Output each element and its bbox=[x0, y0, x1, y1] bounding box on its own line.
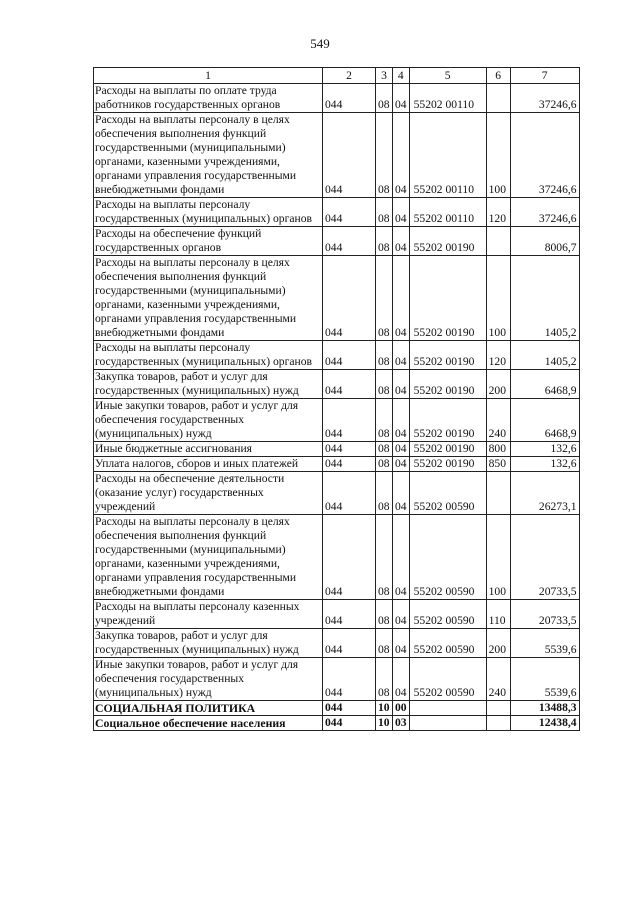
cell-name: Расходы на выплаты по оплате труда работников государственных органов bbox=[94, 84, 323, 113]
cell-admin-code: 044 bbox=[323, 84, 376, 113]
cell-section: 08 bbox=[376, 515, 393, 600]
cell-name: Закупка товаров, работ и услуг для государственных (муниципальных) нужд bbox=[94, 629, 323, 658]
cell-expense-type bbox=[486, 701, 510, 716]
cell-name: Закупка товаров, работ и услуг для государственных (муниципальных) нужд bbox=[94, 370, 323, 399]
cell-amount: 5539,6 bbox=[510, 658, 579, 701]
cell-subsection: 00 bbox=[393, 701, 410, 716]
cell-subsection: 04 bbox=[393, 256, 410, 341]
cell-name: Иные закупки товаров, работ и услуг для обеспечения государственных (муниципальных) нужд bbox=[94, 399, 323, 442]
cell-name: Расходы на выплаты персоналу государственных (муниципальных) органов bbox=[94, 198, 323, 227]
cell-admin-code: 044 bbox=[323, 629, 376, 658]
cell-subsection: 04 bbox=[393, 629, 410, 658]
table-body bbox=[94, 84, 580, 731]
cell-subsection: 04 bbox=[393, 198, 410, 227]
cell-section: 10 bbox=[376, 701, 393, 716]
table-row bbox=[94, 84, 580, 113]
cell-section: 08 bbox=[376, 113, 393, 198]
cell-expense-type: 200 bbox=[486, 629, 510, 658]
cell-amount: 6468,9 bbox=[510, 370, 579, 399]
cell-expense-type: 120 bbox=[486, 341, 510, 370]
cell-subsection: 04 bbox=[393, 658, 410, 701]
cell-name: Иные бюджетные ассигнования bbox=[94, 442, 323, 457]
cell-target-article: 55202 00590 bbox=[409, 658, 486, 701]
cell-amount: 37246,6 bbox=[510, 113, 579, 198]
cell-amount: 20733,5 bbox=[510, 600, 579, 629]
cell-expense-type: 100 bbox=[486, 113, 510, 198]
cell-name: Расходы на обеспечение функций государственных органов bbox=[94, 227, 323, 256]
cell-target-article: 55202 00590 bbox=[409, 515, 486, 600]
table-row bbox=[94, 716, 580, 731]
header-cell-6: 6 bbox=[486, 68, 510, 84]
cell-admin-code: 044 bbox=[323, 600, 376, 629]
cell-target-article: 55202 00590 bbox=[409, 600, 486, 629]
cell-expense-type bbox=[486, 472, 510, 515]
table-row bbox=[94, 457, 580, 472]
cell-section: 08 bbox=[376, 457, 393, 472]
cell-expense-type: 200 bbox=[486, 370, 510, 399]
cell-amount: 6468,9 bbox=[510, 399, 579, 442]
cell-admin-code: 044 bbox=[323, 399, 376, 442]
cell-subsection: 04 bbox=[393, 84, 410, 113]
cell-target-article: 55202 00190 bbox=[409, 399, 486, 442]
cell-admin-code: 044 bbox=[323, 227, 376, 256]
cell-amount: 37246,6 bbox=[510, 198, 579, 227]
cell-section: 08 bbox=[376, 399, 393, 442]
cell-name: Расходы на выплаты персоналу в целях обеспечения выполнения функций государственными (муниципальными) органами, казенными учреждениями, органами управления государственными внебюджетными фондами bbox=[94, 256, 323, 341]
cell-amount: 132,6 bbox=[510, 442, 579, 457]
cell-target-article: 55202 00110 bbox=[409, 113, 486, 198]
cell-subsection: 04 bbox=[393, 399, 410, 442]
cell-admin-code: 044 bbox=[323, 515, 376, 600]
cell-name: СОЦИАЛЬНАЯ ПОЛИТИКА bbox=[94, 701, 323, 716]
cell-expense-type bbox=[486, 84, 510, 113]
budget-table bbox=[93, 67, 580, 731]
cell-amount: 12438,4 bbox=[510, 716, 579, 731]
cell-name: Иные закупки товаров, работ и услуг для обеспечения государственных (муниципальных) нужд bbox=[94, 658, 323, 701]
cell-amount: 1405,2 bbox=[510, 256, 579, 341]
cell-expense-type: 100 bbox=[486, 515, 510, 600]
cell-subsection: 04 bbox=[393, 113, 410, 198]
cell-amount: 26273,1 bbox=[510, 472, 579, 515]
table-row bbox=[94, 370, 580, 399]
table-row bbox=[94, 256, 580, 341]
header-cell-1: 1 bbox=[94, 68, 323, 84]
cell-name: Уплата налогов, сборов и иных платежей bbox=[94, 457, 323, 472]
cell-admin-code: 044 bbox=[323, 716, 376, 731]
cell-admin-code: 044 bbox=[323, 658, 376, 701]
table-row bbox=[94, 113, 580, 198]
table-row bbox=[94, 198, 580, 227]
cell-target-article: 55202 00110 bbox=[409, 198, 486, 227]
cell-subsection: 04 bbox=[393, 227, 410, 256]
table-row bbox=[94, 701, 580, 716]
cell-target-article: 55202 00190 bbox=[409, 442, 486, 457]
header-cell-3: 3 bbox=[376, 68, 393, 84]
table-row bbox=[94, 341, 580, 370]
cell-target-article: 55202 00190 bbox=[409, 341, 486, 370]
table-row bbox=[94, 399, 580, 442]
cell-name: Социальное обеспечение населения bbox=[94, 716, 323, 731]
table-row bbox=[94, 442, 580, 457]
cell-target-article: 55202 00190 bbox=[409, 457, 486, 472]
cell-subsection: 03 bbox=[393, 716, 410, 731]
cell-section: 08 bbox=[376, 370, 393, 399]
cell-section: 08 bbox=[376, 442, 393, 457]
cell-expense-type: 110 bbox=[486, 600, 510, 629]
cell-amount: 8006,7 bbox=[510, 227, 579, 256]
cell-name: Расходы на выплаты персоналу казенных учреждений bbox=[94, 600, 323, 629]
cell-name: Расходы на выплаты персоналу государственных (муниципальных) органов bbox=[94, 341, 323, 370]
header-cell-4: 4 bbox=[393, 68, 410, 84]
cell-section: 10 bbox=[376, 716, 393, 731]
cell-subsection: 04 bbox=[393, 600, 410, 629]
cell-admin-code: 044 bbox=[323, 256, 376, 341]
table-row bbox=[94, 600, 580, 629]
cell-target-article: 55202 00590 bbox=[409, 472, 486, 515]
cell-target-article bbox=[409, 716, 486, 731]
cell-target-article: 55202 00190 bbox=[409, 227, 486, 256]
cell-amount: 37246,6 bbox=[510, 84, 579, 113]
cell-expense-type: 240 bbox=[486, 658, 510, 701]
cell-admin-code: 044 bbox=[323, 457, 376, 472]
cell-expense-type: 120 bbox=[486, 198, 510, 227]
cell-admin-code: 044 bbox=[323, 113, 376, 198]
table-header-row bbox=[94, 68, 580, 84]
cell-admin-code: 044 bbox=[323, 442, 376, 457]
header-cell-2: 2 bbox=[323, 68, 376, 84]
cell-section: 08 bbox=[376, 256, 393, 341]
cell-section: 08 bbox=[376, 341, 393, 370]
cell-expense-type: 850 bbox=[486, 457, 510, 472]
cell-target-article: 55202 00190 bbox=[409, 370, 486, 399]
cell-section: 08 bbox=[376, 84, 393, 113]
cell-expense-type bbox=[486, 227, 510, 256]
cell-target-article: 55202 00190 bbox=[409, 256, 486, 341]
cell-admin-code: 044 bbox=[323, 198, 376, 227]
table-row bbox=[94, 658, 580, 701]
header-cell-7: 7 bbox=[510, 68, 579, 84]
cell-admin-code: 044 bbox=[323, 472, 376, 515]
cell-amount: 1405,2 bbox=[510, 341, 579, 370]
cell-admin-code: 044 bbox=[323, 701, 376, 716]
cell-subsection: 04 bbox=[393, 442, 410, 457]
cell-target-article: 55202 00110 bbox=[409, 84, 486, 113]
cell-expense-type: 800 bbox=[486, 442, 510, 457]
cell-amount: 13488,3 bbox=[510, 701, 579, 716]
cell-subsection: 04 bbox=[393, 515, 410, 600]
cell-section: 08 bbox=[376, 227, 393, 256]
table-row bbox=[94, 227, 580, 256]
cell-name: Расходы на выплаты персоналу в целях обеспечения выполнения функций государственными (муниципальными) органами, казенными учреждениями, органами управления государственными внебюджетными фондами bbox=[94, 515, 323, 600]
cell-subsection: 04 bbox=[393, 472, 410, 515]
cell-section: 08 bbox=[376, 600, 393, 629]
cell-admin-code: 044 bbox=[323, 341, 376, 370]
header-cell-5: 5 bbox=[409, 68, 486, 84]
cell-name: Расходы на обеспечение деятельности (оказание услуг) государственных учреждений bbox=[94, 472, 323, 515]
table-row bbox=[94, 629, 580, 658]
cell-section: 08 bbox=[376, 629, 393, 658]
cell-expense-type bbox=[486, 716, 510, 731]
page-number: 549 bbox=[310, 36, 330, 51]
cell-target-article: 55202 00590 bbox=[409, 629, 486, 658]
table-row bbox=[94, 515, 580, 600]
cell-admin-code: 044 bbox=[323, 370, 376, 399]
cell-subsection: 04 bbox=[393, 341, 410, 370]
cell-target-article bbox=[409, 701, 486, 716]
cell-subsection: 04 bbox=[393, 370, 410, 399]
cell-expense-type: 100 bbox=[486, 256, 510, 341]
cell-amount: 20733,5 bbox=[510, 515, 579, 600]
cell-expense-type: 240 bbox=[486, 399, 510, 442]
cell-amount: 132,6 bbox=[510, 457, 579, 472]
cell-subsection: 04 bbox=[393, 457, 410, 472]
cell-section: 08 bbox=[376, 198, 393, 227]
table-row bbox=[94, 472, 580, 515]
cell-section: 08 bbox=[376, 658, 393, 701]
cell-amount: 5539,6 bbox=[510, 629, 579, 658]
cell-section: 08 bbox=[376, 472, 393, 515]
cell-name: Расходы на выплаты персоналу в целях обеспечения выполнения функций государственными (муниципальными) органами, казенными учреждениями, органами управления государственными внебюджетными фондами bbox=[94, 113, 323, 198]
